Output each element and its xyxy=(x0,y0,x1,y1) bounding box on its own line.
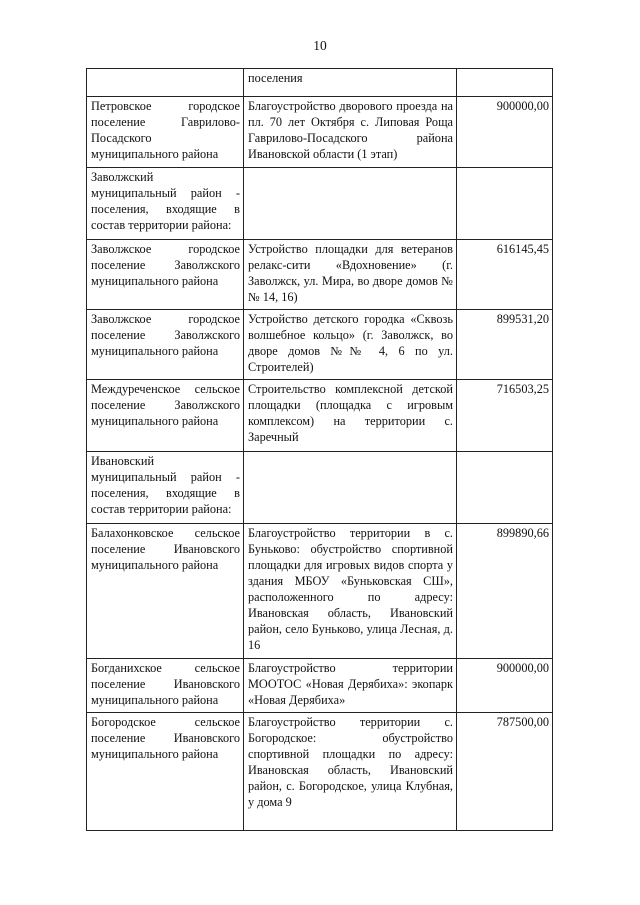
table-row xyxy=(87,240,553,310)
settlement-cell: Заволжский муниципальный район - поселения, входящие в состав территории района: xyxy=(87,168,244,240)
amount-cell xyxy=(457,69,553,97)
settlement-cell xyxy=(87,69,244,97)
project-cell: Благоустройство территории МООТОС «Новая Дерябиха»: экопарк «Новая Дерябиха» xyxy=(244,659,457,713)
table-row xyxy=(87,713,553,831)
table-row xyxy=(87,97,553,168)
table-body xyxy=(87,69,553,831)
settlement-cell: Балахонковское сельское поселение Ивановского муниципального района xyxy=(87,524,244,659)
table-row xyxy=(87,69,553,97)
settlement-cell: Ивановский муниципальный район - поселения, входящие в состав территории района: xyxy=(87,452,244,524)
project-cell: Строительство комплексной детской площадки (площадка с игровым комплексом) на территории с. Заречный xyxy=(244,380,457,452)
amount-cell: 616145,45 xyxy=(457,240,553,310)
amount-cell: 900000,00 xyxy=(457,659,553,713)
table-row xyxy=(87,310,553,380)
table-row xyxy=(87,380,553,452)
amount-cell: 899531,20 xyxy=(457,310,553,380)
table-row xyxy=(87,452,553,524)
settlement-cell: Междуреченское сельское поселение Заволжского муниципального района xyxy=(87,380,244,452)
project-cell xyxy=(244,168,457,240)
table-row xyxy=(87,659,553,713)
table-row xyxy=(87,168,553,240)
project-cell xyxy=(244,452,457,524)
funding-table xyxy=(86,68,553,831)
amount-cell: 899890,66 xyxy=(457,524,553,659)
amount-cell: 716503,25 xyxy=(457,380,553,452)
settlement-cell: Заволжское городское поселение Заволжского муниципального района xyxy=(87,240,244,310)
amount-cell: 900000,00 xyxy=(457,97,553,168)
amount-cell: 787500,00 xyxy=(457,713,553,831)
table-row xyxy=(87,524,553,659)
settlement-cell: Петровское городское поселение Гаврилово-Посадского муниципального района xyxy=(87,97,244,168)
settlement-cell: Богородское сельское поселение Ивановского муниципального района xyxy=(87,713,244,831)
project-cell: Благоустройство территории в с. Буньково: обустройство спортивной площадки для игровых видов спорта у здания МБОУ «Буньковская СШ», расположенного по адресу: Ивановская область, Ивановский район, село Буньково, улица Лесная, д. 16 xyxy=(244,524,457,659)
amount-cell xyxy=(457,168,553,240)
project-cell: Благоустройство дворового проезда на пл. 70 лет Октября с. Липовая Роща Гаврилово-Посадского района Ивановской области (1 этап) xyxy=(244,97,457,168)
project-cell: Устройство площадки для ветеранов релакс-сити «Вдохновение» (г. Заволжск, ул. Мира, во дворе домов №№ 14, 16) xyxy=(244,240,457,310)
amount-cell xyxy=(457,452,553,524)
project-cell: Устройство детского городка «Сквозь волшебное кольцо» (г. Заволжск, во дворе домов №№ 4, 6 по ул. Строителей) xyxy=(244,310,457,380)
page-number: 10 xyxy=(313,38,327,53)
project-cell: поселения xyxy=(244,69,457,97)
settlement-cell: Заволжское городское поселение Заволжского муниципального района xyxy=(87,310,244,380)
settlement-cell: Богданихское сельское поселение Ивановского муниципального района xyxy=(87,659,244,713)
project-cell: Благоустройство территории с. Богородское: обустройство спортивной площадки по адресу: Ивановская область, Ивановский район, с. Богородское, улица Клубная, у дома 9 xyxy=(244,713,457,831)
